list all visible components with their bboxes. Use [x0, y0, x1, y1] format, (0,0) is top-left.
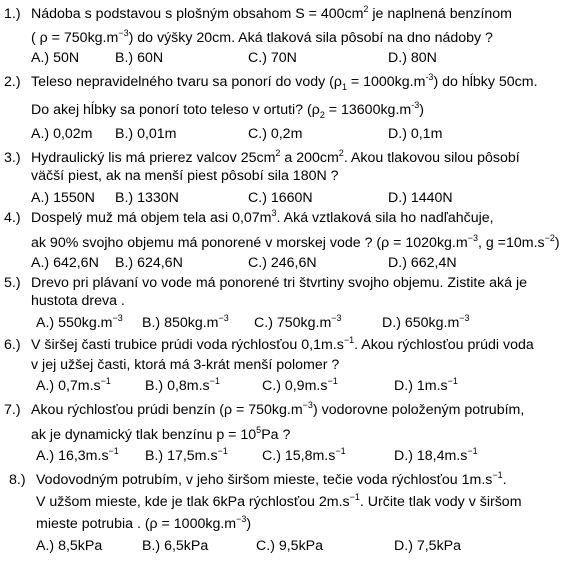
- superscript: 2: [338, 148, 344, 158]
- text-run: B.) 60N: [115, 50, 164, 66]
- text-run: A.) 0,02m: [31, 126, 93, 142]
- question-text-line: [31, 74, 538, 90]
- text-run: B.) 6,5kPa: [142, 538, 209, 554]
- text-run: A.) 16,3m.s: [36, 448, 109, 464]
- question-number: 5.): [4, 275, 21, 291]
- text-run: B.) 1330N: [115, 190, 179, 206]
- text-run: C.) 9,5kPa: [256, 538, 324, 554]
- answer-option-c[interactable]: [248, 190, 313, 206]
- question-text-line: [31, 293, 125, 309]
- superscript: −1: [327, 376, 338, 386]
- superscript: −1: [447, 376, 458, 386]
- text-run: Teleso nepravidelného tvaru sa ponorí do vody (ρ: [31, 74, 342, 90]
- text-run: .: [502, 472, 507, 488]
- superscript: −1: [100, 376, 111, 386]
- superscript: −3: [467, 233, 478, 243]
- answer-option-d[interactable]: [388, 50, 437, 66]
- text-run: ): [554, 235, 560, 251]
- superscript: −1: [343, 335, 355, 345]
- superscript: −1: [492, 470, 503, 480]
- text-run: D.) 80N: [388, 50, 437, 66]
- text-run: Drevo pri plávaní vo vode má ponorené tri štvrtiny svojho objemu. Zistite aká je: [31, 275, 528, 291]
- superscript: −2: [544, 233, 555, 243]
- answer-option-b[interactable]: [115, 126, 177, 142]
- question-text-line: [31, 6, 512, 22]
- answer-option-d[interactable]: [388, 190, 453, 206]
- text-run: C.) 15,8m.s: [262, 448, 336, 464]
- answer-option-a[interactable]: [36, 378, 111, 394]
- answer-option-d[interactable]: [388, 255, 457, 271]
- question-number: 8.): [9, 472, 26, 488]
- text-run: ): [419, 102, 424, 118]
- text-run: , g =10m.s: [477, 235, 545, 251]
- answer-option-a[interactable]: [31, 50, 79, 66]
- text-run: a 200cm: [280, 150, 339, 166]
- answer-option-d[interactable]: [394, 538, 461, 554]
- answer-option-a[interactable]: [36, 538, 102, 554]
- answer-option-c[interactable]: [248, 126, 302, 142]
- text-run: C.) 0,9m.s: [262, 378, 328, 394]
- text-run: ( ρ = 750kg.m: [31, 30, 119, 46]
- question-text-line: [36, 472, 507, 488]
- text-run: = 1000kg.m: [346, 74, 426, 90]
- question-text-line: [31, 235, 560, 251]
- question-text-line: [31, 210, 494, 226]
- text-run: . Určite tlak vody v širšom: [359, 494, 522, 510]
- answer-option-c[interactable]: [262, 378, 338, 394]
- text-run: B.) 0,8m.s: [145, 378, 210, 394]
- text-run: C.) 70N: [248, 50, 297, 66]
- text-run: B.) 0,01m: [115, 126, 177, 142]
- question-text-line: [31, 102, 424, 118]
- text-run: B.) 624,6N: [115, 255, 183, 271]
- answer-option-a[interactable]: [36, 448, 119, 464]
- text-run: v jej užšej časti, ktorá má 3-krát menší polomer ?: [31, 357, 340, 373]
- text-run: V širšej časti trubice prúdi voda rýchlosťou 0,1m.s: [31, 337, 344, 353]
- question-number: 1.): [4, 6, 21, 22]
- question-text-line: [31, 427, 290, 443]
- text-run: A.) 1550N: [31, 190, 95, 206]
- text-run: D.) 0,1m: [388, 126, 443, 142]
- text-run: C.) 750kg.m: [254, 315, 332, 331]
- answer-option-b[interactable]: [115, 50, 163, 66]
- superscript: 2: [275, 148, 281, 158]
- answer-option-a[interactable]: [31, 126, 93, 142]
- text-run: ) do hĺbky 50cm.: [433, 74, 538, 90]
- answer-option-b[interactable]: [115, 190, 179, 206]
- question-number: 2.): [4, 74, 21, 90]
- answer-option-b[interactable]: [115, 255, 183, 271]
- answer-option-d[interactable]: [394, 378, 458, 394]
- question-text-line: [31, 402, 524, 418]
- text-run: A.) 0,7m.s: [36, 378, 101, 394]
- superscript: -3: [411, 100, 420, 110]
- text-run: D.) 18,4m.s: [394, 448, 468, 464]
- text-run: D.) 1m.s: [394, 378, 448, 394]
- answer-option-c[interactable]: [248, 50, 297, 66]
- superscript: −3: [112, 313, 123, 323]
- text-run: A.) 50N: [31, 50, 80, 66]
- answer-option-d[interactable]: [394, 448, 478, 464]
- question-text-line: [31, 337, 534, 353]
- answer-option-c[interactable]: [254, 315, 342, 331]
- text-run: ) vodorovne položeným potrubím,: [312, 402, 525, 418]
- superscript: −1: [108, 446, 119, 456]
- text-run: ak je dynamický tlak benzínu p = 10: [31, 427, 257, 443]
- text-run: B.) 17,5m.s: [145, 448, 218, 464]
- answer-option-a[interactable]: [31, 255, 99, 271]
- text-run: ) do výšky 20cm. Aká tlaková sila pôsobí na dno nádoby ?: [128, 30, 493, 46]
- answer-option-b[interactable]: [142, 538, 208, 554]
- text-run: . Akou rýchlosťou prúdi voda: [354, 337, 534, 353]
- answer-option-a[interactable]: [36, 315, 123, 331]
- text-run: V užšom mieste, kde je tlak 6kPa rýchlosťou 2m.s: [36, 494, 350, 510]
- answer-option-c[interactable]: [262, 448, 346, 464]
- question-number: 7.): [4, 402, 21, 418]
- subscript: 2: [319, 110, 325, 120]
- text-run: D.) 7,5kPa: [394, 538, 462, 554]
- text-run: väčší piest, ak na menší piest pôsobí sila 180N ?: [31, 168, 339, 184]
- superscript: −3: [302, 400, 313, 410]
- answer-option-d[interactable]: [388, 126, 442, 142]
- superscript: 5: [256, 425, 262, 435]
- superscript: 3: [271, 208, 277, 218]
- text-run: A.) 8,5kPa: [36, 538, 103, 554]
- text-run: A.) 550kg.m: [36, 315, 113, 331]
- superscript: −3: [459, 313, 470, 323]
- superscript: −3: [218, 313, 229, 323]
- text-run: Hydraulický lis má prierez valcov 25cm: [31, 150, 276, 166]
- answer-option-b[interactable]: [142, 315, 229, 331]
- text-run: ak 90% svojho objemu má ponorené v morskej vode ? (ρ = 1020kg.m: [31, 235, 468, 251]
- text-run: C.) 1660N: [248, 190, 313, 206]
- superscript: -3: [425, 72, 434, 82]
- answer-option-c[interactable]: [248, 255, 317, 271]
- question-text-line: [31, 357, 339, 373]
- text-run: je naplnená benzínom: [368, 6, 512, 22]
- text-run: Nádoba s podstavou s plošným obsahom S = 400cm: [31, 6, 364, 22]
- text-run: Pa ?: [261, 427, 291, 443]
- answer-option-a[interactable]: [31, 190, 95, 206]
- text-run: . Akou tlakovou silou pôsobí: [343, 150, 520, 166]
- answer-option-b[interactable]: [145, 378, 220, 394]
- superscript: −3: [331, 313, 342, 323]
- superscript: 2: [363, 4, 369, 14]
- superscript: −1: [217, 446, 228, 456]
- superscript: −3: [118, 28, 129, 38]
- question-number: 3.): [4, 150, 21, 166]
- answer-option-c[interactable]: [256, 538, 323, 554]
- question-text-line: [31, 150, 520, 166]
- superscript: −1: [209, 376, 220, 386]
- text-run: = 13600kg.m: [324, 102, 412, 118]
- question-text-line: [31, 275, 527, 291]
- text-run: hustota dreva .: [31, 293, 125, 309]
- text-run: Do akej hĺbky sa ponorí toto teleso v ortuti? (ρ: [31, 102, 320, 118]
- superscript: −1: [349, 492, 360, 502]
- answer-option-d[interactable]: [382, 315, 470, 331]
- text-run: ): [246, 516, 252, 532]
- question-number: 4.): [4, 210, 21, 226]
- question-text-line: [36, 516, 251, 532]
- subscript: 1: [341, 82, 347, 92]
- question-text-line: [36, 494, 522, 510]
- text-run: . Aká vztlaková sila ho nadľahčuje,: [276, 210, 494, 226]
- text-run: D.) 662,4N: [388, 255, 457, 271]
- text-run: B.) 850kg.m: [142, 315, 219, 331]
- text-run: Akou rýchlosťou prúdi benzín (ρ = 750kg.m: [31, 402, 303, 418]
- superscript: −3: [236, 514, 247, 524]
- answer-option-b[interactable]: [145, 448, 228, 464]
- question-number: 6.): [4, 337, 21, 353]
- question-text-line: [31, 30, 493, 46]
- text-run: Dospelý muž má objem tela asi 0,07m: [31, 210, 272, 226]
- question-text-line: [31, 168, 339, 184]
- text-run: C.) 246,6N: [248, 255, 317, 271]
- text-run: A.) 642,6N: [31, 255, 99, 271]
- text-run: mieste potrubia . (ρ = 1000kg.m: [36, 516, 237, 532]
- text-run: Vodovodným potrubím, v jeho širšom mieste, tečie voda rýchlosťou 1m.s: [36, 472, 493, 488]
- text-run: C.) 0,2m: [248, 126, 303, 142]
- text-run: D.) 1440N: [388, 190, 453, 206]
- superscript: −1: [467, 446, 478, 456]
- text-run: D.) 650kg.m: [382, 315, 460, 331]
- superscript: −1: [335, 446, 346, 456]
